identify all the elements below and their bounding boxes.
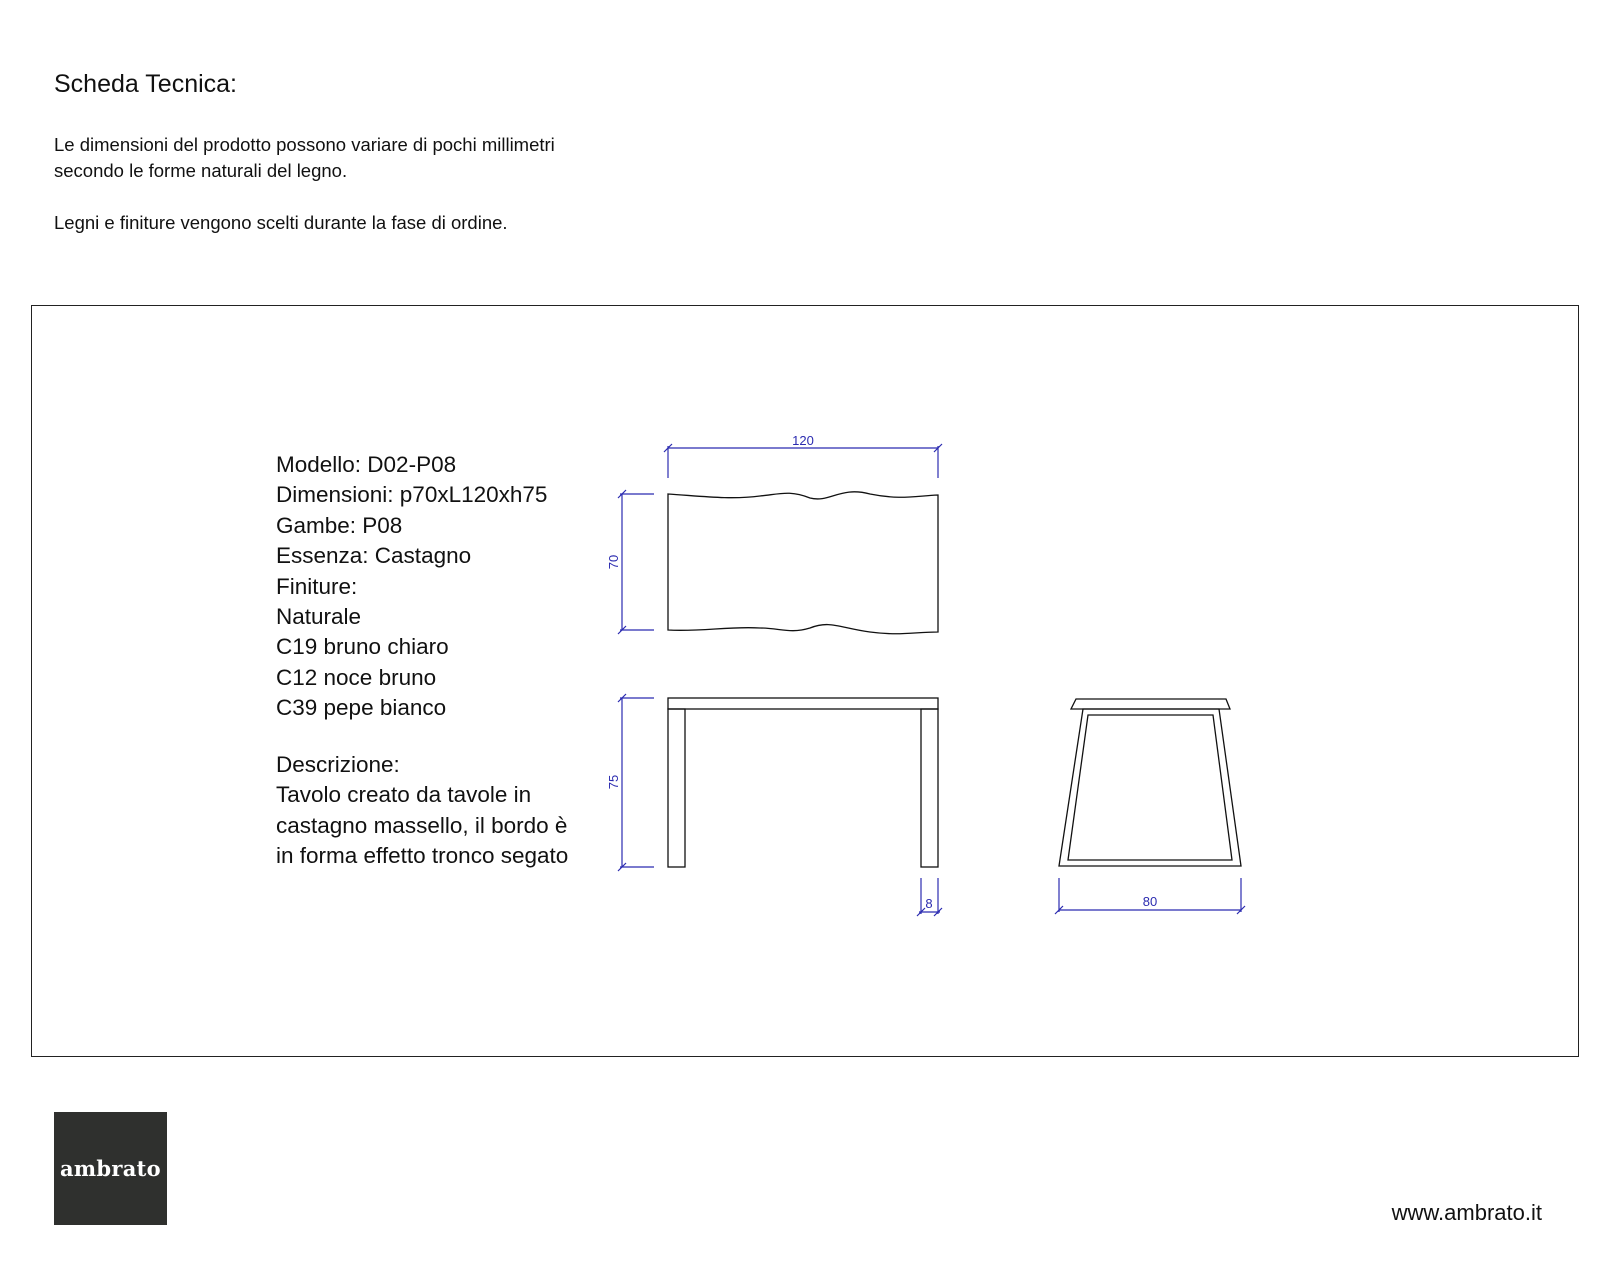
- website-link[interactable]: www.ambrato.it: [1391, 1200, 1542, 1225]
- front-top-board: [668, 698, 938, 709]
- finish-item: C39 pepe bianco: [276, 695, 447, 721]
- description-line: Tavolo creato da tavole in: [276, 782, 532, 808]
- depth-label: 70: [606, 554, 621, 570]
- finish-item: Naturale: [276, 604, 362, 630]
- description-line: in forma effetto tronco segato: [276, 843, 569, 869]
- intro-line-2: secondo le forme naturali del legno.: [54, 160, 348, 181]
- front-right-leg: [921, 709, 938, 867]
- height-dimension: [618, 694, 654, 871]
- table-side-view: [1059, 699, 1241, 866]
- leg-label: 8: [925, 896, 933, 911]
- table-top-view: [668, 492, 938, 634]
- order-note: Legni e finiture vengono scelti durante la fase di ordine.: [54, 212, 508, 233]
- page-title: Scheda Tecnica:: [54, 70, 237, 98]
- height-label: 75: [606, 774, 621, 790]
- length-label: 120: [792, 433, 814, 448]
- side-leg-frame-inner: [1068, 715, 1232, 860]
- spec-finiture-label: Finiture:: [276, 573, 358, 599]
- spec-modello: Modello: D02-P08: [276, 452, 457, 477]
- description-label: Descrizione:: [276, 752, 400, 777]
- finish-item: C19 bruno chiaro: [276, 634, 449, 660]
- brand-logo: [54, 1112, 167, 1225]
- depth-dimension: [618, 490, 654, 634]
- top-view-outline: [668, 492, 938, 634]
- spec-essenza: Essenza: Castagno: [276, 543, 472, 569]
- front-left-leg: [668, 709, 685, 867]
- width-label: 80: [1142, 894, 1158, 909]
- side-leg-frame-outer: [1059, 709, 1241, 866]
- logo-text: ambrato: [60, 1156, 161, 1181]
- length-dimension: [664, 444, 942, 478]
- spec-dimensioni: Dimensioni: p70xL120xh75: [276, 482, 548, 508]
- finish-item: C12 noce bruno: [276, 664, 437, 690]
- description-line: castagno massello, il bordo è: [276, 812, 568, 838]
- spec-gambe: Gambe: P08: [276, 512, 403, 538]
- table-front-view: [668, 698, 938, 867]
- intro-line-1: Le dimensioni del prodotto possono variare di pochi millimetri: [54, 134, 555, 155]
- side-top-board: [1071, 699, 1230, 709]
